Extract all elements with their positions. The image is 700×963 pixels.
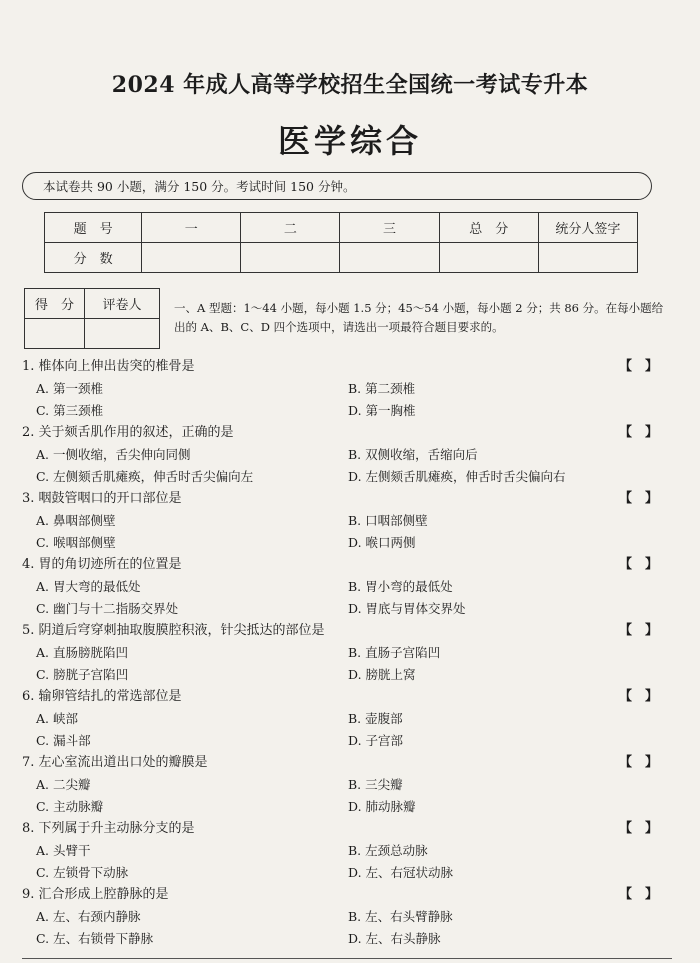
score-table-cell: 二 [241,213,340,243]
section-instructions: 一、A 型题：1～44 小题，每小题 1.5 分；45～54 小题，每小题 2 分；共 86 分。在每小题给出的 A、B、C、D 四个选项中，请选出一项最符合题目要求的。 [174,301,664,334]
option-b: B. 三尖瓣 [348,777,403,792]
score-table-cell: 总 分 [439,213,538,243]
option-a: A. 鼻咽部侧壁 [36,513,116,528]
question-stem: 7. 左心室流出道出口处的瓣膜是 [22,755,208,770]
grader-score-cell[interactable] [25,319,85,349]
question-item [22,752,672,818]
option-d: D. 喉口两侧 [348,535,416,550]
exam-subject: 医学综合 [277,122,422,160]
score-table-cell: 题 号 [45,213,142,243]
score-table-cell: 三 [340,213,439,243]
grader-table [24,288,160,349]
option-b: B. 直肠子宫陷凹 [348,645,441,660]
question-item [22,620,672,686]
exam-title: 2024 年成人高等学校招生全国统一考试专升本 [111,72,589,98]
question-item [22,356,672,422]
score-row-label: 分 数 [45,243,142,273]
option-d: D. 左、右头静脉 [348,931,441,946]
question-stem: 6. 输卵管结扎的常选部位是 [22,689,182,704]
answer-bracket[interactable]: 【 】 [618,755,658,770]
option-c: C. 左侧颏舌肌瘫痪，伸舌时舌尖偏向左 [36,469,254,484]
answer-bracket[interactable]: 【 】 [618,623,658,638]
option-b: B. 胃小弯的最低处 [348,579,453,594]
score-entry-cell[interactable] [241,243,340,273]
answer-bracket[interactable]: 【 】 [618,491,658,506]
score-entry-cell[interactable] [538,243,637,273]
option-a: A. 二尖瓣 [36,777,91,792]
option-a: A. 一侧收缩，舌尖伸向同侧 [36,447,191,462]
option-d: D. 胃底与胃体交界处 [348,601,466,616]
answer-bracket[interactable]: 【 】 [618,425,658,440]
question-list [22,356,672,950]
question-item [22,554,672,620]
question-stem: 3. 咽鼓管咽口的开口部位是 [22,491,182,506]
score-entry-cell[interactable] [439,243,538,273]
question-item [22,818,672,884]
option-c: C. 幽门与十二指肠交界处 [36,601,179,616]
option-c: C. 左、右锁骨下静脉 [36,931,154,946]
answer-bracket[interactable]: 【 】 [618,689,658,704]
option-d: D. 子宫部 [348,733,404,748]
answer-bracket[interactable]: 【 】 [618,359,658,374]
score-table-score-row [45,243,638,273]
exam-notice: 本试卷共 90 小题，满分 150 分。考试时间 150 分钟。 [22,172,652,200]
option-c: C. 主动脉瓣 [36,799,104,814]
option-b: B. 左颈总动脉 [348,843,428,858]
question-stem: 2. 关于颏舌肌作用的叙述，正确的是 [22,425,234,440]
option-c: C. 膀胱子宫陷凹 [36,667,129,682]
question-stem: 5. 阴道后穹穿刺抽取腹膜腔积液，针尖抵达的部位是 [22,623,325,638]
question-stem: 1. 椎体向上伸出齿突的椎骨是 [22,359,195,374]
score-table [44,212,638,273]
question-stem: 4. 胃的角切迹所在的位置是 [22,557,182,572]
score-table-cell: 统分人签字 [538,213,637,243]
option-c: C. 第三颈椎 [36,403,104,418]
question-stem: 9. 汇合形成上腔静脉的是 [22,887,169,902]
question-item [22,422,672,488]
option-a: A. 胃大弯的最低处 [36,579,141,594]
option-b: B. 口咽部侧壁 [348,513,428,528]
option-c: C. 喉咽部侧壁 [36,535,116,550]
option-a: A. 第一颈椎 [36,381,103,396]
grader-name-cell[interactable] [84,319,159,349]
option-b: B. 双侧收缩，舌缩向后 [348,447,478,462]
option-c: C. 漏斗部 [36,733,91,748]
option-d: D. 左、右冠状动脉 [348,865,454,880]
option-a: A. 头臂干 [36,843,91,858]
score-table-header-row [45,213,638,243]
option-b: B. 左、右头臂静脉 [348,909,453,924]
question-item [22,488,672,554]
option-c: C. 左锁骨下动脉 [36,865,129,880]
option-a: A. 直肠膀胱陷凹 [36,645,128,660]
score-table-cell: 一 [142,213,241,243]
question-item [22,686,672,752]
question-item [22,884,672,950]
option-b: B. 壶腹部 [348,711,403,726]
question-stem: 8. 下列属于升主动脉分支的是 [22,821,195,836]
option-d: D. 第一胸椎 [348,403,416,418]
option-a: A. 峡部 [36,711,78,726]
grader-name-label: 评卷人 [84,289,159,319]
option-d: D. 肺动脉瓣 [348,799,416,814]
option-a: A. 左、右颈内静脉 [36,909,141,924]
option-d: D. 左侧颏舌肌瘫痪，伸舌时舌尖偏向右 [348,469,566,484]
answer-bracket[interactable]: 【 】 [618,887,658,902]
page-bottom-rule [22,958,672,959]
option-d: D. 膀胱上窝 [348,667,416,682]
score-entry-cell[interactable] [340,243,439,273]
option-b: B. 第二颈椎 [348,381,416,396]
answer-bracket[interactable]: 【 】 [618,821,658,836]
score-entry-cell[interactable] [142,243,241,273]
grader-score-label: 得 分 [25,289,85,319]
answer-bracket[interactable]: 【 】 [618,557,658,572]
